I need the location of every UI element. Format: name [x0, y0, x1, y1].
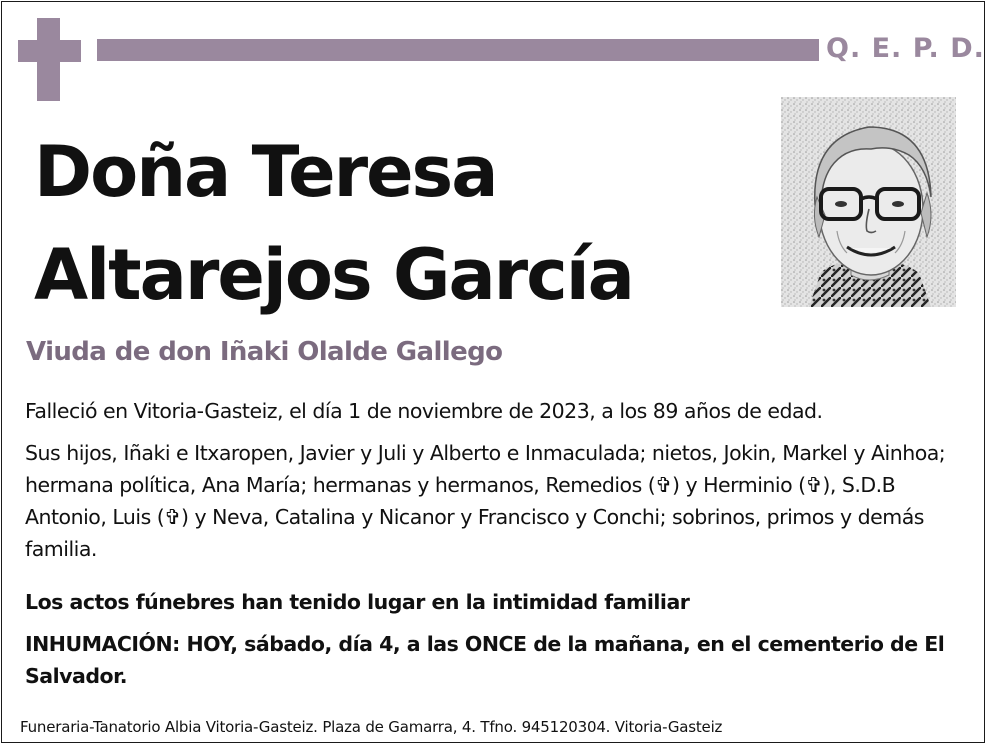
deceased-name-line-2: Altarejos García	[34, 234, 633, 316]
funeral-home-footer: Funeraria-Tanatorio Albia Vitoria-Gasteiz. Plaza de Gamarra, 4. Tfno. 945120304. Vitoria-Gasteiz	[20, 718, 723, 736]
family-paragraph: Sus hijos, Iñaki e Itxaropen, Javier y Juli y Alberto e Inmaculada; nietos, Jokin, Markel y Ainhoa; hermana política, Ana María; hermanas y hermanos, Remedios (✞) y Herminio (✞), S.D.B Antonio, Luis (✞) y Neva, Catalina y Nicanor y Francisco y Conchi; sobrinos, primos y demás familia.	[25, 441, 946, 561]
qepd-label: Q. E. P. D.	[826, 33, 985, 64]
deceased-name-line-1: Doña Teresa	[34, 131, 497, 213]
widow-of-line: Viuda de don Iñaki Olalde Gallego	[26, 337, 503, 367]
burial-paragraph: INHUMACIÓN: HOY, sábado, día 4, a las ONCE de la mañana, en el cementerio de El Salvador.	[25, 632, 945, 688]
funeral-acts-paragraph: Los actos fúnebres han tenido lugar en la intimidad familiar	[25, 590, 690, 614]
cross-icon-arm	[18, 40, 81, 62]
deceased-photo	[781, 97, 956, 307]
death-notice-paragraph: Falleció en Vitoria-Gasteiz, el día 1 de noviembre de 2023, a los 89 años de edad.	[25, 399, 823, 423]
header-divider-bar	[97, 39, 819, 61]
